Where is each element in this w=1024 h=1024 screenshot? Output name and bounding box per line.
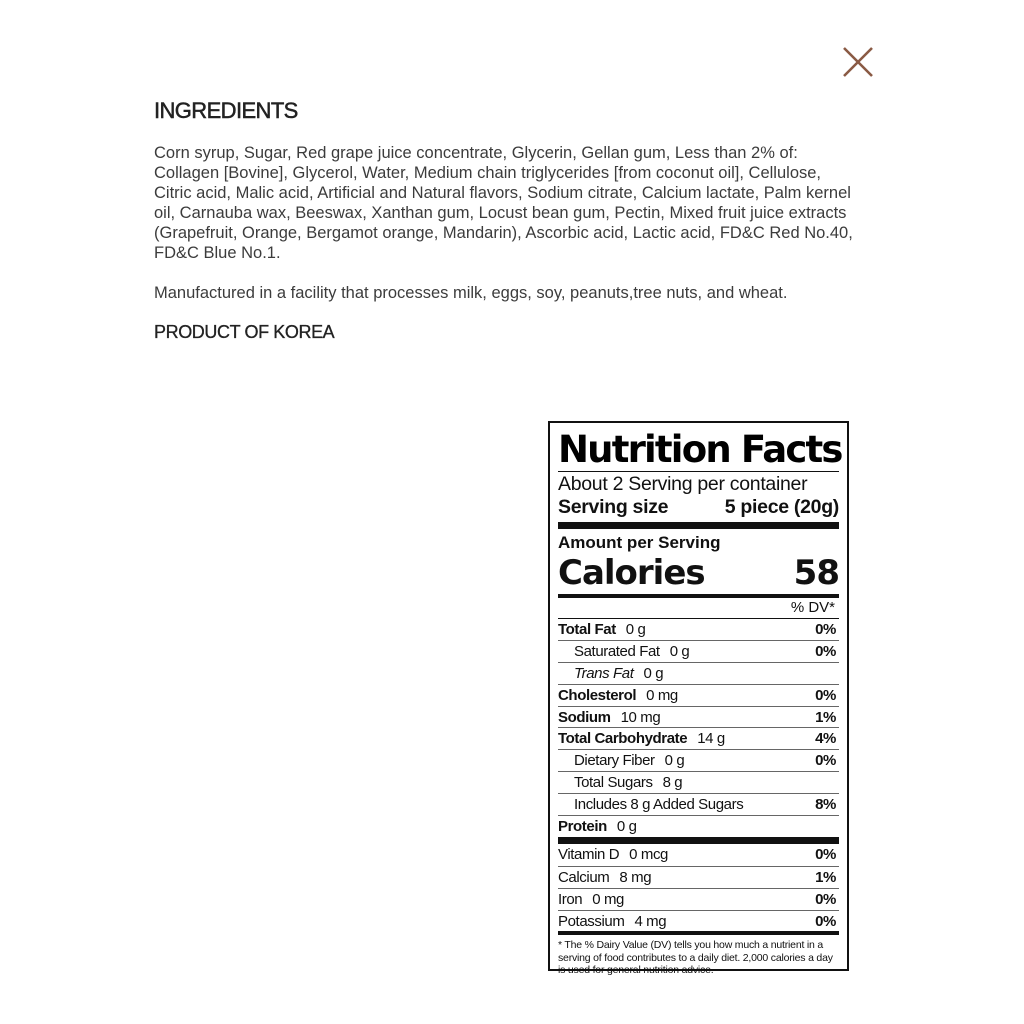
nutrient-amount: 8 g — [662, 774, 683, 792]
nutrient-dv: 1% — [815, 868, 836, 886]
nutrient-dv: 4% — [815, 730, 836, 748]
nutrient-dv: 0% — [815, 686, 836, 704]
nutrient-row — [558, 618, 839, 640]
nutrient-amount: 0 mg — [592, 890, 624, 908]
nutrient-dv: 0% — [815, 912, 836, 930]
nutrient-dv: 0% — [815, 752, 836, 770]
nutrient-label: Sodium — [558, 708, 611, 726]
nutrient-label: Potassium — [558, 912, 625, 930]
nutrient-row — [558, 640, 839, 662]
nutrient-row — [558, 844, 839, 866]
close-icon — [838, 42, 878, 82]
nutrient-row — [558, 706, 839, 728]
nutrient-dv: 1% — [815, 708, 836, 726]
nutrient-amount: 0 g — [664, 752, 685, 770]
nutrient-amount: 10 mg — [620, 708, 661, 726]
nutrient-amount: 0 mcg — [629, 846, 669, 864]
nutrient-dv: 0% — [815, 846, 836, 864]
nutrient-amount: 0 g — [669, 642, 690, 660]
nutrient-row — [558, 662, 839, 684]
nutrition-facts-title: Nutrition Facts — [558, 428, 842, 471]
nutrient-label: Vitamin D — [558, 846, 620, 864]
nutrient-label: Total Carbohydrate — [558, 730, 688, 748]
nutrient-amount: 0 g — [625, 620, 646, 638]
nutrition-facts-panel — [548, 421, 849, 977]
nutrient-row — [558, 815, 839, 837]
nutrient-label: Cholesterol — [558, 686, 637, 704]
serving-size-label: Serving size — [558, 496, 669, 518]
nutrient-label: Saturated Fat — [574, 642, 660, 660]
amount-per-serving: Amount per Serving — [558, 533, 721, 552]
nutrient-label: Protein — [558, 817, 607, 835]
nutrient-row — [558, 771, 839, 793]
calories-value: 58 — [793, 553, 839, 593]
serving-size — [558, 495, 839, 522]
servings-per-container: About 2 Serving per container — [558, 473, 808, 495]
nutrient-amount: 0 mg — [646, 686, 678, 704]
nutrient-label: Dietary Fiber — [574, 752, 655, 770]
nutrient-row — [558, 749, 839, 771]
nutrient-label: Trans Fat — [574, 664, 634, 682]
nutrient-amount: 0 g — [643, 664, 664, 682]
calories-row — [558, 554, 839, 594]
nutrient-dv: 0% — [815, 890, 836, 908]
allergen-statement: Manufactured in a facility that processes milk, eggs, soy, peanuts,tree nuts, and wheat. — [154, 284, 788, 302]
nutrient-label: Iron — [558, 890, 583, 908]
nutrient-amount: 4 mg — [634, 912, 667, 930]
nutrient-row — [558, 793, 839, 815]
nutrient-amount: 14 g — [697, 730, 725, 748]
daily-value-header: % DV* — [790, 599, 835, 616]
nutrient-amount: 8 mg — [619, 868, 652, 886]
nutrient-row — [558, 684, 839, 706]
nutrient-dv: 0% — [815, 642, 836, 660]
nutrition-footnote: * The % Dairy Value (DV) tells you how much a nutrient in a serving of food contributes to a daily diet. 2,000 calories a day is used for general nutrition advice. — [558, 931, 839, 977]
nutrient-label: Total Sugars — [574, 774, 653, 792]
nutrient-row — [558, 727, 839, 749]
nutrient-row — [558, 866, 839, 888]
nutrient-dv: 0% — [815, 620, 836, 638]
nutrient-label: Total Fat — [558, 620, 616, 638]
country-of-origin: PRODUCT OF KOREA — [154, 322, 335, 342]
nutrient-dv: 8% — [815, 796, 836, 814]
ingredients-title: INGREDIENTS — [154, 98, 298, 123]
ingredients-text: Corn syrup, Sugar, Red grape juice concentrate, Glycerin, Gellan gum, Less than 2% of: Collagen [Bovine], Glycerol, Water, Medium chain triglycerides [from coconut oil], Cellulose, Citric acid, Malic acid, Artificial and Natural flavors, Sodium citrate, Calcium lactate, Palm kernel oil, Carnauba wax, Beeswax, Xanthan gum, Locust bean gum, Pectin, Mixed fruit juice extracts (Grapefruit, Orange, Bergamot orange, Mandarin), Ascorbic acid, Lactic acid, FD&C Red No.40, FD&C Blue No.1. — [154, 144, 853, 262]
nutrient-row — [558, 910, 839, 932]
nutrient-label: Includes 8 g Added Sugars — [574, 796, 744, 814]
nutrient-amount: 0 g — [616, 817, 637, 835]
nutrient-row — [558, 888, 839, 910]
serving-size-value: 5 piece (20g) — [724, 496, 839, 518]
close-button[interactable] — [838, 42, 878, 82]
nutrient-label: Calcium — [558, 868, 610, 886]
calories-label: Calories — [558, 553, 705, 593]
